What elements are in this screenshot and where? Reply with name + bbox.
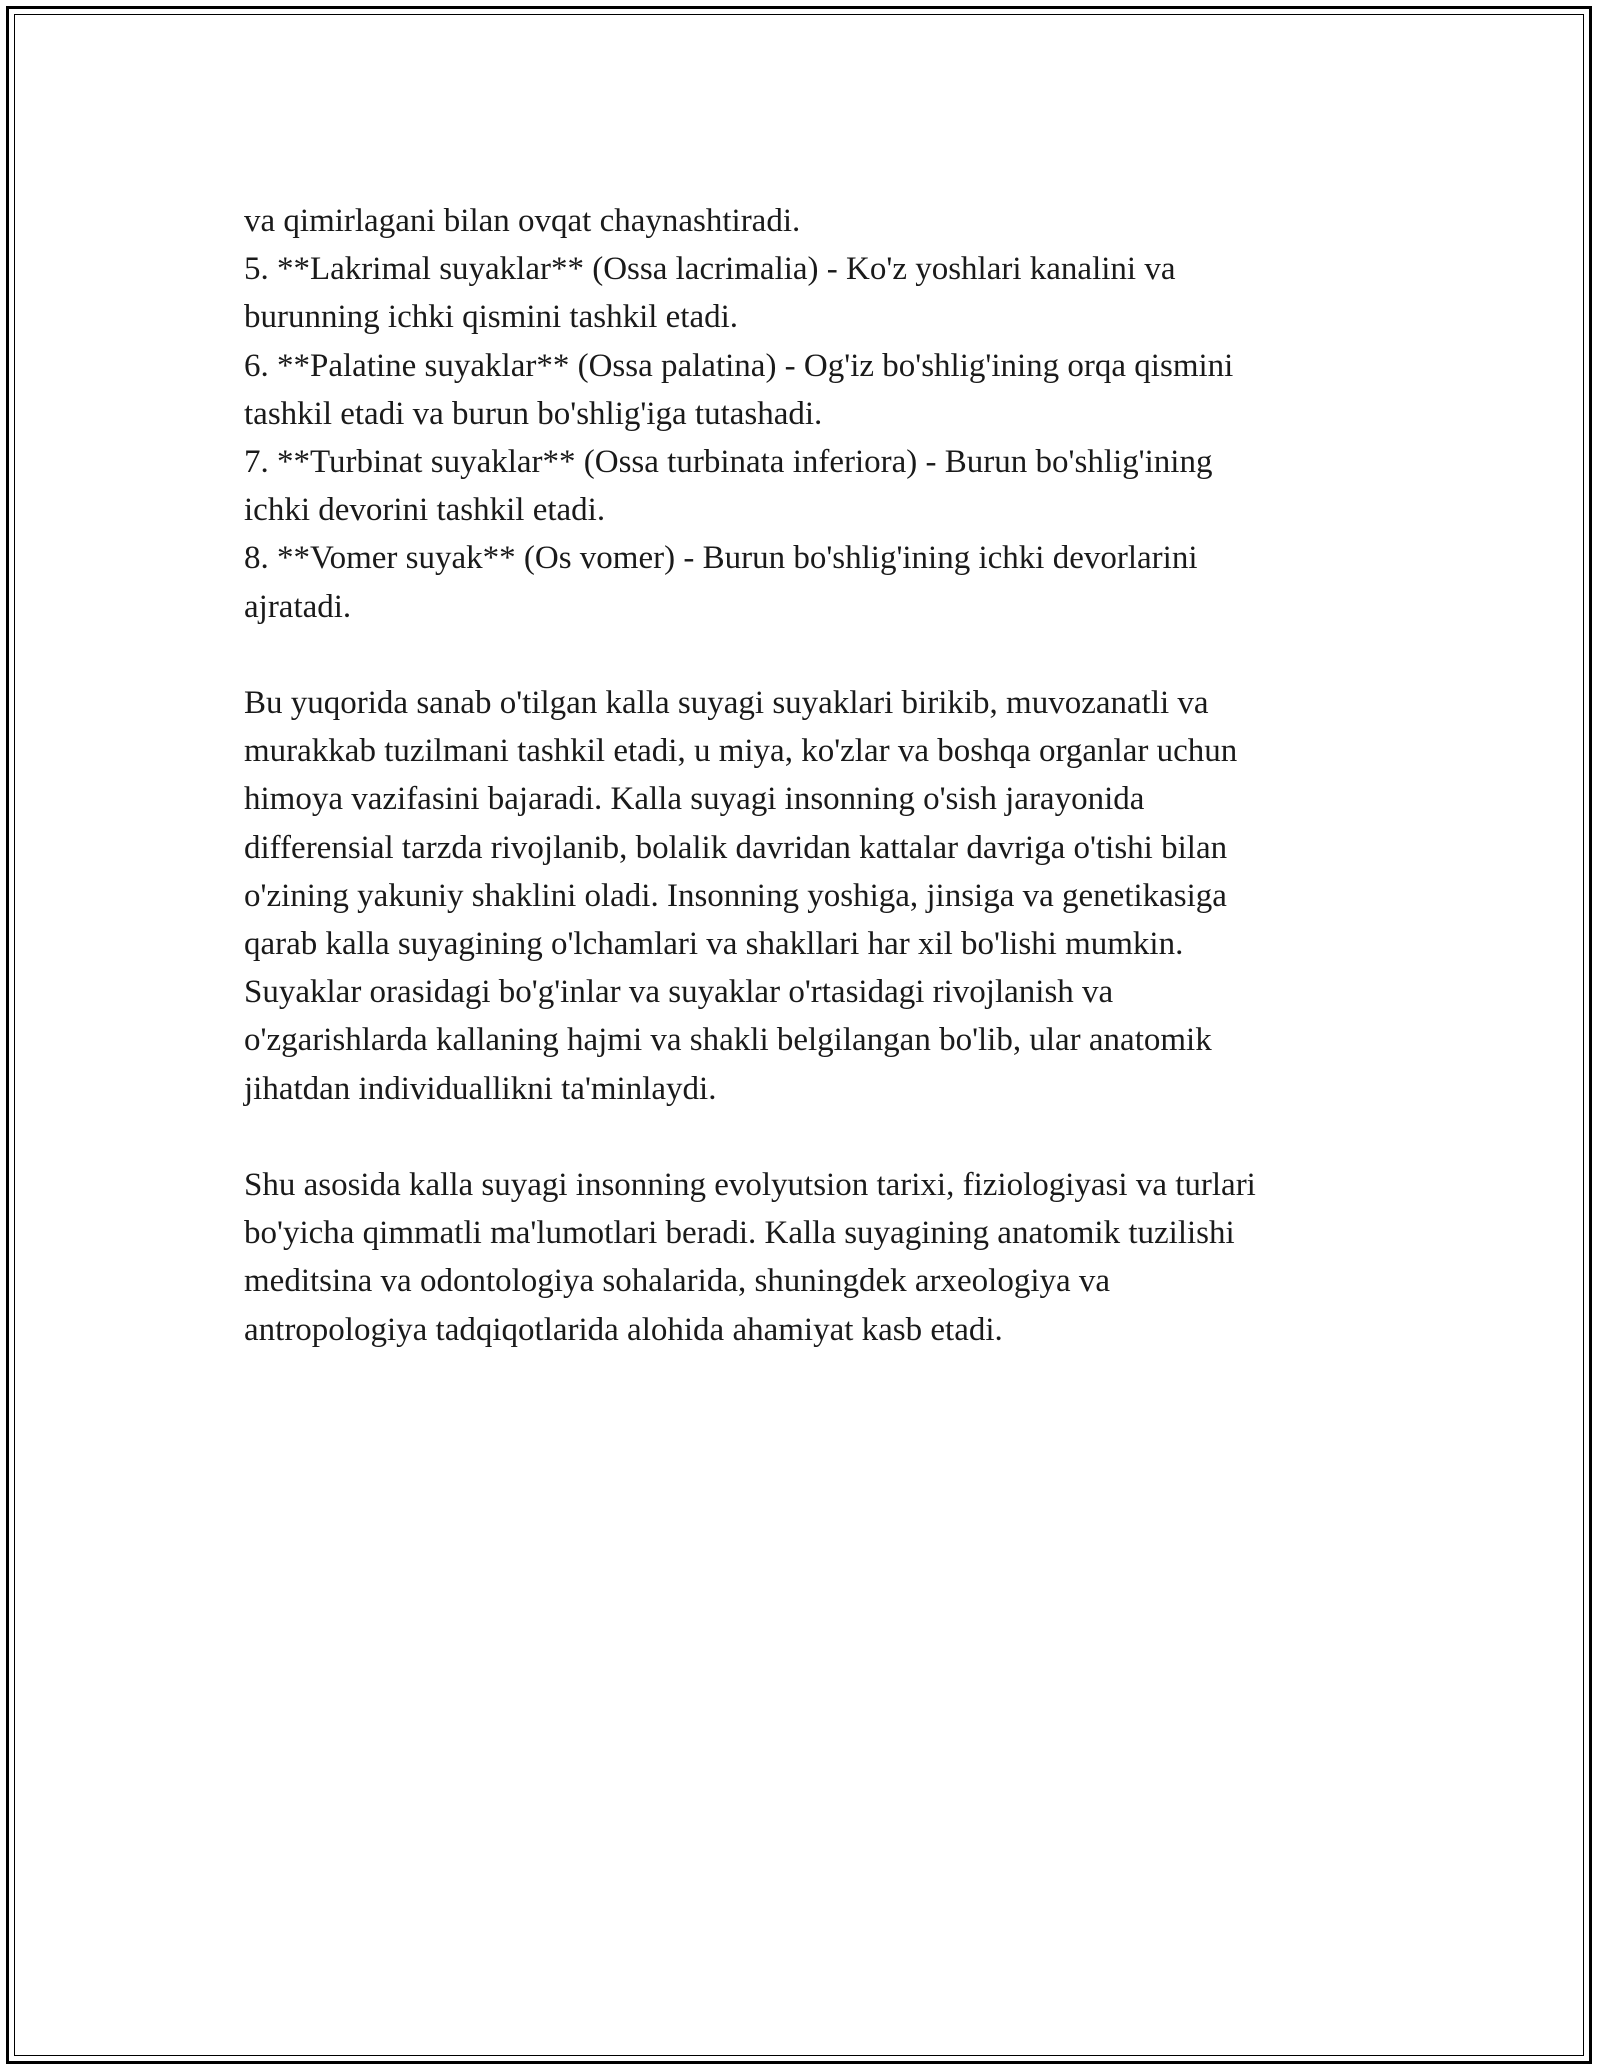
text-line: va qimirlagani bilan ovqat chaynashtiradi. [244,203,801,239]
paragraph-line: murakkab tuzilmani tashkil etadi, u miya, ko'zlar va boshqa organlar uchun [244,733,1238,770]
list-item-6-line-2: tashkil etadi va burun bo'shlig'iga tutashadi. [244,395,823,432]
paragraph-1 [244,679,1394,1113]
paragraph-gap [244,631,1394,679]
paragraph-gap [244,1113,1394,1161]
paragraph-line: o'zining yakuniy shaklini oladi. Insonning yoshiga, jinsiga va genetikasiga [244,877,1227,914]
paragraph-line: bo'yicha qimmatli ma'lumotlari beradi. Kalla suyagining anatomik tuzilishi [244,1215,1235,1252]
paragraph-line: jihatdan individuallikni ta'minlaydi. [244,1070,717,1107]
list-item-5-line-1: 5. **Lakrimal suyaklar** (Ossa lacrimalia) - Ko'z yoshlari kanalini va [244,251,1176,288]
list-item-5-line-2: burunning ichki qismini tashkil etadi. [244,299,739,336]
document-body [244,197,1394,1354]
list-item-8-line-1: 8. **Vomer suyak** (Os vomer) - Burun bo'shlig'ining ichki devorlarini [244,540,1198,577]
document-page [6,6,1592,2064]
list-item-6-line-1: 6. **Palatine suyaklar** (Ossa palatina) - Og'iz bo'shlig'ining orqa qismini [244,347,1234,384]
paragraph-line: antropologiya tadqiqotlarida alohida ahamiyat kasb etadi. [244,1311,1003,1348]
paragraph-line: Shu asosida kalla suyagi insonning evolyutsion tarixi, fiziologiyasi va turlari [244,1167,1256,1204]
list-item-8-line-2: ajratadi. [244,588,352,625]
paragraph-2 [244,1161,1394,1354]
paragraph-line: himoya vazifasini bajaradi. Kalla suyagi insonning o'sish jarayonida [244,781,1145,818]
list-item-7-line-1: 7. **Turbinat suyaklar** (Ossa turbinata inferiora) - Burun bo'shlig'ining [244,444,1213,481]
paragraph-line: Bu yuqorida sanab o'tilgan kalla suyagi suyaklari birikib, muvozanatli va [244,685,1209,722]
list-continuation [244,197,1394,631]
paragraph-line: differensial tarzda rivojlanib, bolalik davridan kattalar davriga o'tishi bilan [244,829,1228,866]
paragraph-line: qarab kalla suyagining o'lchamlari va shakllari har xil bo'lishi mumkin. [244,926,1184,963]
paragraph-line: o'zgarishlarda kallaning hajmi va shakli belgilangan bo'lib, ular anatomik [244,1022,1212,1059]
paragraph-line: meditsina va odontologiya sohalarida, shuningdek arxeologiya va [244,1263,1111,1300]
paragraph-line: Suyaklar orasidagi bo'g'inlar va suyaklar o'rtasidagi rivojlanish va [244,974,1114,1011]
list-item-7-line-2: ichki devorini tashkil etadi. [244,492,606,529]
